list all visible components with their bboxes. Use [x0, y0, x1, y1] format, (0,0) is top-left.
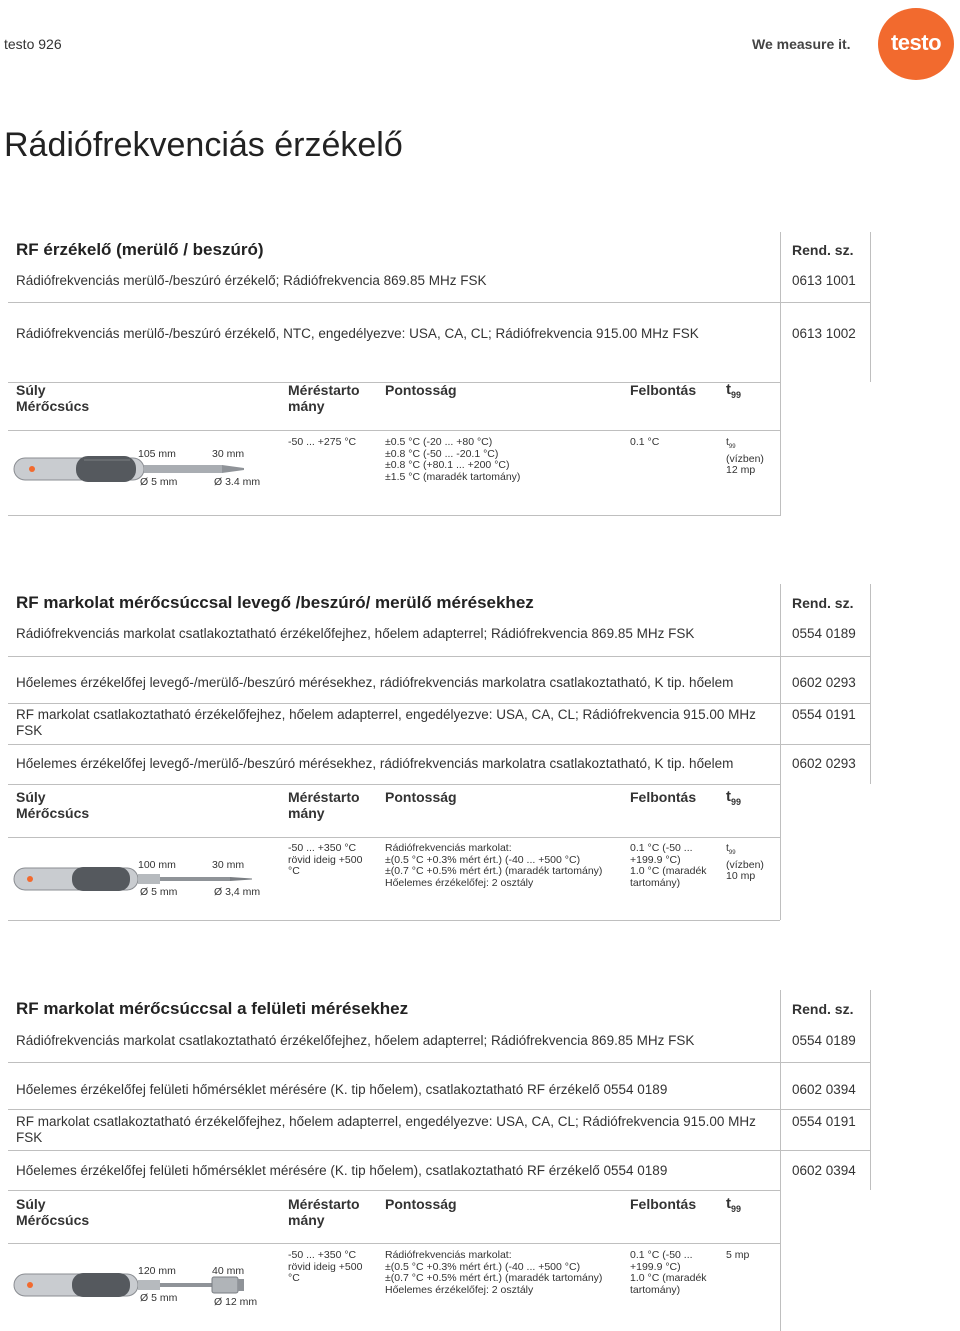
resolution-value: 0.1 °C [630, 436, 660, 448]
accuracy-values: ±0.5 °C (-20 ... +80 °C) ±0.8 °C (-50 ... -20.1 °C) ±0.8 °C (+80.1 ... +200 °C) ±1.5 °C (maradék tartomány) [385, 436, 521, 483]
header-model: testo 926 [4, 36, 62, 52]
header-range: Méréstarto [288, 1196, 360, 1212]
header-weight: Súly [16, 382, 46, 398]
product-description: Hőelemes érzékelőfej felületi hőmérséklet mérésére (K. tip hőelem), csatlakoztatható RF érzékelő 0554 0189 [16, 1163, 668, 1178]
accuracy-values: Rádiófrekvenciás markolat: ±(0.5 °C +0.3% mért ért.) (-40 ... +500 °C) ±(0.7 °C +0.5% mért ért.) (maradék tartomány) Hőelemes érzékelőfej: 2 osztály [385, 842, 603, 889]
header-slogan: We measure it. [752, 36, 851, 52]
header-tip: Mérőcsúcs [16, 398, 90, 414]
order-code: 0613 1001 [792, 273, 856, 288]
header-t99: $t_{99}$ [726, 788, 742, 807]
product-description: Hőelemes érzékelőfej levegő-/merülő-/beszúró mérésekhez, rádiófrekvenciás markolatra csatlakoztatható, K tip. hőelem [16, 756, 734, 771]
order-code: 0602 0394 [792, 1163, 856, 1178]
header-accuracy: Pontosság [385, 1196, 457, 1212]
probe-diameter: Ø 5 mm [140, 476, 178, 488]
testo-logo [878, 8, 954, 80]
tip-diameter: Ø 12 mm [214, 1296, 258, 1308]
probe-length: 100 mm [138, 859, 176, 871]
probe-diameter: Ø 5 mm [140, 886, 178, 898]
order-number-label: Rend. sz. [792, 595, 854, 611]
response-time: $t_{99}$ (vízben) 12 mp [726, 436, 764, 477]
measuring-range: -50 ... +350 °C rövid ideig +500 °C [288, 1249, 363, 1284]
order-code: 0554 0191 [792, 707, 856, 722]
response-time: 5 mp [726, 1249, 750, 1261]
header-range-cont: mány [288, 805, 325, 821]
tip-length: 30 mm [212, 859, 245, 871]
product-description: RF markolat csatlakoztatható érzékelőfejhez, hőelem adapterrel, engedélyezve: USA, CA, CL; Rádiófrekvencia 915.00 MHz FSK [16, 707, 756, 738]
measuring-range: -50 ... +350 °C rövid ideig +500 °C [288, 842, 363, 877]
header-range: Méréstarto [288, 382, 360, 398]
probe-length: 120 mm [138, 1265, 176, 1277]
probe-diameter: Ø 5 mm [140, 1292, 178, 1304]
section-title: RF érzékelő (merülő / beszúró) [16, 240, 264, 259]
order-code: 0554 0189 [792, 626, 856, 641]
resolution-value: 0.1 °C (-50 ... +199.9 °C) 1.0 °C (maradék tartomány) [630, 1249, 707, 1296]
order-number-label: Rend. sz. [792, 242, 854, 258]
response-time: $t_{99}$ (vízben) 10 mp [726, 842, 764, 883]
resolution-value: 0.1 °C (-50 ... +199.9 °C) 1.0 °C (maradék tartomány) [630, 842, 707, 889]
header-resolution: Felbontás [630, 1196, 697, 1212]
header-resolution: Felbontás [630, 789, 697, 805]
order-code: 0554 0189 [792, 1033, 856, 1048]
header-weight: Súly [16, 789, 46, 805]
header-t99: $t_{99}$ [726, 381, 742, 400]
product-description: Hőelemes érzékelőfej levegő-/merülő-/beszúró mérésekhez, rádiófrekvenciás markolatra csatlakoztatható, K tip. hőelem [16, 675, 734, 690]
product-description: Rádiófrekvenciás merülő-/beszúró érzékelő, NTC, engedélyezve: USA, CA, CL; Rádiófrekvencia 915.00 MHz FSK [16, 326, 699, 341]
section-title: RF markolat mérőcsúccsal levegő /beszúró/ merülő mérésekhez [16, 593, 534, 612]
order-code: 0554 0191 [792, 1114, 856, 1129]
tip-length: 30 mm [212, 448, 245, 460]
order-number-label: Rend. sz. [792, 1001, 854, 1017]
product-description: Rádiófrekvenciás markolat csatlakoztatható érzékelőfejhez, hőelem adapterrel; Rádiófrekvencia 869.85 MHz FSK [16, 1033, 695, 1048]
header-range: Méréstarto [288, 789, 360, 805]
order-code: 0613 1002 [792, 326, 856, 341]
measuring-range: -50 ... +275 °C [288, 436, 357, 448]
product-description: Hőelemes érzékelőfej felületi hőmérséklet mérésére (K. tip hőelem), csatlakoztatható RF érzékelő 0554 0189 [16, 1082, 668, 1097]
header-accuracy: Pontosság [385, 789, 457, 805]
section-title: RF markolat mérőcsúccsal a felületi mérésekhez [16, 999, 409, 1018]
header-weight: Súly [16, 1196, 46, 1212]
header-tip: Mérőcsúcs [16, 805, 90, 821]
order-code: 0602 0394 [792, 1082, 856, 1097]
product-description: Rádiófrekvenciás markolat csatlakoztatható érzékelőfejhez, hőelem adapterrel; Rádiófrekvencia 869.85 MHz FSK [16, 626, 695, 641]
header-resolution: Felbontás [630, 382, 697, 398]
logo-text: testo [890, 30, 942, 55]
order-code: 0602 0293 [792, 675, 856, 690]
header-range-cont: mány [288, 1212, 325, 1228]
product-description: RF markolat csatlakoztatható érzékelőfejhez, hőelem adapterrel, engedélyezve: USA, CA, CL; Rádiófrekvencia 915.00 MHz FSK [16, 1114, 756, 1145]
header-accuracy: Pontosság [385, 382, 457, 398]
product-description: Rádiófrekvenciás merülő-/beszúró érzékelő; Rádiófrekvencia 869.85 MHz FSK [16, 273, 487, 288]
order-code: 0602 0293 [792, 756, 856, 771]
header-tip: Mérőcsúcs [16, 1212, 90, 1228]
page-title: Rádiófrekvenciás érzékelő [4, 126, 403, 164]
tip-diameter: Ø 3,4 mm [214, 886, 261, 898]
tip-length: 40 mm [212, 1265, 245, 1277]
probe-length: 105 mm [138, 448, 176, 460]
accuracy-values: Rádiófrekvenciás markolat: ±(0.5 °C +0.3% mért ért.) (-40 ... +500 °C) ±(0.7 °C +0.5% mért ért.) (maradék tartomány) Hőelemes érzékelőfej: 2 osztály [385, 1249, 603, 1296]
tip-diameter: Ø 3.4 mm [214, 476, 261, 488]
header-t99: $t_{99}$ [726, 1195, 742, 1214]
header-range-cont: mány [288, 398, 325, 414]
